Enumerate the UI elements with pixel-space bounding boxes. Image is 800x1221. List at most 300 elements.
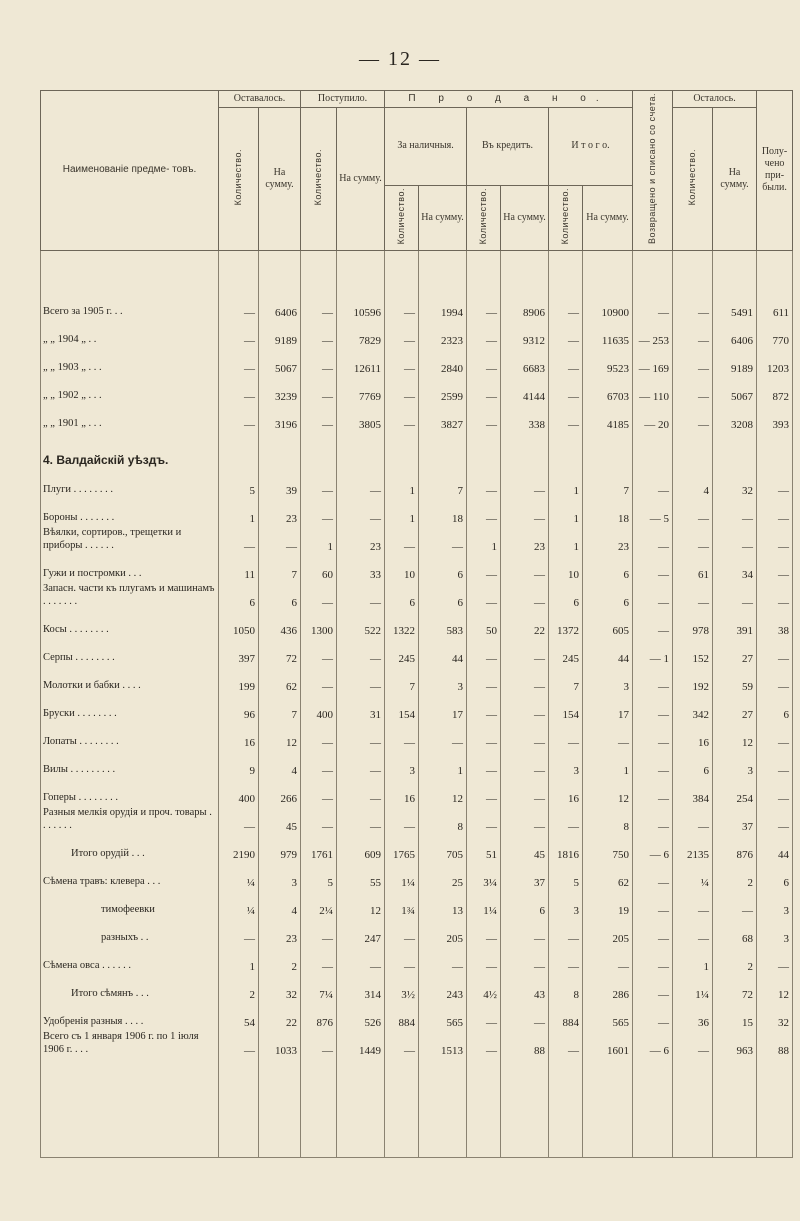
table-cell: — [467,403,501,431]
table-cell: 12 [259,721,301,749]
table-cell: — [501,721,549,749]
row-name: Гужи и постромки . . . [41,553,219,581]
table-cell: 3 [549,749,583,777]
table-cell: 16 [385,777,419,805]
table-cell [583,431,633,469]
table-cell: — [673,497,713,525]
table-cell: — [501,637,549,665]
table-cell: 6683 [501,347,549,375]
table-cell: 3 [259,861,301,889]
header-qty: Количество. [219,108,259,251]
table-cell: 22 [501,609,549,637]
table-cell: — [633,553,673,581]
table-cell: — [301,917,337,945]
table-cell: — [385,319,419,347]
header-name: Наименованіе предме- товъ. [41,91,219,251]
header-sold: П р о д а н о. [385,91,633,108]
table-cell: — [673,805,713,833]
table-cell: — [549,917,583,945]
table-cell: 34 [713,553,757,581]
table-cell: — [633,749,673,777]
table-row [41,525,793,553]
header-sum: На сумму. [419,185,467,250]
table-cell: 6 [549,581,583,609]
table-cell: 3 [583,665,633,693]
table-cell: 72 [713,973,757,1001]
table-cell: 9 [219,749,259,777]
header-sum: На сумму. [337,108,385,251]
table-cell: 3 [713,749,757,777]
table-cell: 4 [673,469,713,497]
table-cell: 19 [583,889,633,917]
table-cell: — [549,805,583,833]
header-qty: Количество. [301,108,337,251]
row-name: Молотки и бабки . . . . [41,665,219,693]
table-cell: — [301,291,337,319]
table-cell: 44 [583,637,633,665]
table-cell: 1994 [419,291,467,319]
table-cell: — 110 [633,375,673,403]
table-cell: — [757,497,793,525]
table-cell: — [301,375,337,403]
table-cell: — [385,375,419,403]
table-cell: 44 [419,637,467,665]
table-cell: 1513 [419,1029,467,1057]
table-cell: 9189 [259,319,301,347]
table-cell: — [633,665,673,693]
table-row [41,469,793,497]
table-cell: — [583,721,633,749]
table-cell: — [501,917,549,945]
table-cell: 25 [419,861,467,889]
row-name: „ „ 1904 „ . . [41,319,219,347]
table-cell: — [301,805,337,833]
table-cell: 13 [419,889,467,917]
table-cell: 8 [549,973,583,1001]
table-cell: 18 [419,497,467,525]
table-cell: 16 [673,721,713,749]
table-row [41,973,793,1001]
table-cell: — [757,525,793,553]
table-cell: 6 [259,581,301,609]
row-name: Бороны . . . . . . . [41,497,219,525]
ledger-header [41,91,793,251]
table-cell: 2 [713,861,757,889]
table-cell: 3¼ [467,861,501,889]
table-row [41,693,793,721]
table-cell: 1 [549,469,583,497]
table-cell: 192 [673,665,713,693]
table-cell: — [467,917,501,945]
table-cell: 205 [419,917,467,945]
table-cell: — [633,721,673,749]
table-cell: 23 [501,525,549,553]
table-cell: — [501,945,549,973]
table-cell: 6 [385,581,419,609]
table-cell: — [549,347,583,375]
table-cell: — 6 [633,833,673,861]
table-cell: — [467,291,501,319]
table-cell: 10 [549,553,583,581]
table-cell: 12 [337,889,385,917]
table-cell: 38 [757,609,793,637]
table-cell: 3 [757,917,793,945]
table-cell: 705 [419,833,467,861]
table-cell: — [419,721,467,749]
table-cell: — [501,1001,549,1029]
table-cell: 10900 [583,291,633,319]
table-cell: — [633,291,673,319]
table-cell: — [757,469,793,497]
table-row [41,777,793,805]
table-cell: 18 [583,497,633,525]
table-cell: 609 [337,833,385,861]
section-heading-row [41,431,793,469]
row-name: Косы . . . . . . . . [41,609,219,637]
table-cell: 12 [713,721,757,749]
table-cell: 11635 [583,319,633,347]
page-number: — 12 — [359,48,441,70]
table-row [41,553,793,581]
table-cell: — [467,693,501,721]
table-cell: 583 [419,609,467,637]
table-row [41,945,793,973]
table-cell: — [633,777,673,805]
table-cell: — [757,805,793,833]
table-cell: — [219,1029,259,1057]
table-cell: — [673,347,713,375]
table-cell: — [419,945,467,973]
table-cell: 1300 [301,609,337,637]
table-cell: 33 [337,553,385,581]
table-cell: — [757,637,793,665]
row-name: Разныя мелкія орудія и проч. товары . . . . . . . [41,805,219,833]
table-cell: 1¾ [385,889,419,917]
header-returned: Возвращено и списано со счета. [633,91,673,251]
table-cell: — [337,497,385,525]
table-cell: — [673,581,713,609]
table-cell: — [301,777,337,805]
table-cell: 23 [583,525,633,553]
table-cell: — [713,581,757,609]
table-cell: — [301,749,337,777]
header-remained: Оставалось. [219,91,301,108]
table-cell: 884 [549,1001,583,1029]
table-cell: — [467,1001,501,1029]
table-row [41,347,793,375]
row-name: Сѣмена овса . . . . . . [41,945,219,973]
table-cell: 400 [301,693,337,721]
table-cell: — [501,553,549,581]
table-cell: — [301,403,337,431]
table-cell: 17 [583,693,633,721]
table-cell: — [501,497,549,525]
table-cell: 199 [219,665,259,693]
table-cell: — [633,693,673,721]
table-cell: — [549,319,583,347]
table-cell: — [301,1029,337,1057]
table-cell: 1¼ [467,889,501,917]
table-cell: — [633,973,673,1001]
table-cell: — [467,553,501,581]
row-name: Вилы . . . . . . . . . [41,749,219,777]
row-name: Запасн. части къ плугамъ и машинамъ . . . . . . . [41,581,219,609]
table-cell: — [633,469,673,497]
table-cell: 245 [385,637,419,665]
table-cell: 3196 [259,403,301,431]
table-cell: 32 [259,973,301,1001]
table-cell: 7 [419,469,467,497]
table-cell: 59 [713,665,757,693]
table-cell: — [549,375,583,403]
table-cell: — [757,581,793,609]
table-cell: 1 [673,945,713,973]
table-cell: — [337,721,385,749]
table-cell: — [301,665,337,693]
table-cell [673,431,713,469]
table-cell: 60 [301,553,337,581]
table-cell: — [337,945,385,973]
table-cell: 154 [385,693,419,721]
table-cell: — [467,581,501,609]
table-cell: 6 [757,861,793,889]
table-cell: — [757,777,793,805]
table-cell: 1 [419,749,467,777]
table-cell: — [419,525,467,553]
row-name: Плуги . . . . . . . . [41,469,219,497]
row-name: Всего съ 1 января 1906 г. по 1 іюля 1906 г. . . . [41,1029,219,1057]
table-cell: — [337,637,385,665]
table-cell: — [713,889,757,917]
table-cell: 3 [419,665,467,693]
header-sum: На сумму. [259,108,301,251]
table-cell: 254 [713,777,757,805]
table-cell: 6 [583,553,633,581]
table-cell: 12611 [337,347,385,375]
row-name: Итого орудій . . . [41,833,219,861]
table-cell: — [501,777,549,805]
table-cell: 5 [549,861,583,889]
table-cell: — 5 [633,497,673,525]
table-row [41,1001,793,1029]
table-cell: 7829 [337,319,385,347]
table-cell: 872 [757,375,793,403]
table-cell: 7 [385,665,419,693]
table-cell: — 169 [633,347,673,375]
row-name: Бруски . . . . . . . . [41,693,219,721]
table-cell: 2323 [419,319,467,347]
table-cell: 2840 [419,347,467,375]
row-name: „ „ 1902 „ . . . [41,375,219,403]
table-cell: 4 [259,889,301,917]
table-cell: 963 [713,1029,757,1057]
table-cell: — [633,889,673,917]
table-cell: 16 [549,777,583,805]
header-qty: Количество. [549,185,583,250]
table-cell: — [501,581,549,609]
table-cell: 1 [301,525,337,553]
table-cell: — [219,917,259,945]
table-cell: 54 [219,1001,259,1029]
table-cell: — [757,553,793,581]
table-cell: 243 [419,973,467,1001]
table-cell: 565 [583,1001,633,1029]
row-name: 4. Валдайскій уѣздъ. [41,431,219,469]
table-cell: — 253 [633,319,673,347]
table-cell: 88 [501,1029,549,1057]
table-cell: 88 [757,1029,793,1057]
table-cell [385,431,419,469]
table-cell: 36 [673,1001,713,1029]
table-cell [549,431,583,469]
bottom-spacer-row [41,1057,793,1158]
table-cell: 10596 [337,291,385,319]
header-for-cash: За наличныя. [385,108,467,186]
table-cell: — [467,945,501,973]
table-cell: — [501,693,549,721]
table-cell: 6 [219,581,259,609]
table-cell: 7 [259,553,301,581]
table-cell: 245 [549,637,583,665]
table-cell: 23 [259,917,301,945]
table-cell: 6 [419,581,467,609]
table-cell: 286 [583,973,633,1001]
table-cell: — [337,777,385,805]
table-cell: — [467,777,501,805]
table-cell: 27 [713,693,757,721]
table-cell: — [467,375,501,403]
table-cell: — [219,291,259,319]
table-cell: — [633,525,673,553]
table-cell: 27 [713,637,757,665]
table-cell: — [757,721,793,749]
table-cell: — [467,347,501,375]
table-cell: — [633,1001,673,1029]
header-got: Полу- чено при- были. [757,91,793,251]
table-cell: 1 [549,497,583,525]
header-qty: Количество. [673,108,713,251]
table-cell: 1¼ [385,861,419,889]
table-cell [259,431,301,469]
table-cell: — [219,375,259,403]
table-cell: 9523 [583,347,633,375]
table-cell: — [385,525,419,553]
table-cell: 31 [337,693,385,721]
table-cell: — [337,665,385,693]
row-name: Серпы . . . . . . . . [41,637,219,665]
table-cell: 12 [583,777,633,805]
table-cell: 55 [337,861,385,889]
table-cell: 4 [259,749,301,777]
table-cell: 876 [713,833,757,861]
table-cell: 2599 [419,375,467,403]
table-cell: 1¼ [673,973,713,1001]
table-cell: — [301,637,337,665]
table-cell: 400 [219,777,259,805]
table-cell [501,431,549,469]
table-cell: 1816 [549,833,583,861]
row-name: тимофеевки [41,889,219,917]
table-row [41,665,793,693]
table-cell: — 20 [633,403,673,431]
table-cell: — [337,469,385,497]
header-qty: Количество. [467,185,501,250]
table-cell: 4½ [467,973,501,1001]
table-cell: 7 [549,665,583,693]
spacer-row [41,250,793,291]
table-cell: 15 [713,1001,757,1029]
table-cell: 11 [219,553,259,581]
table-cell: 3 [757,889,793,917]
row-name: Лопаты . . . . . . . . [41,721,219,749]
table-cell: 6 [583,581,633,609]
table-row [41,1029,793,1057]
table-cell: 7¼ [301,973,337,1001]
ledger-body [41,250,793,1157]
table-cell: 9312 [501,319,549,347]
table-cell: — [549,1029,583,1057]
table-cell [337,431,385,469]
table-cell: 978 [673,609,713,637]
table-cell: 39 [259,469,301,497]
table-cell: — [301,469,337,497]
table-cell: — 1 [633,637,673,665]
table-cell: — [385,917,419,945]
table-cell: 2 [259,945,301,973]
table-cell: — [673,917,713,945]
table-cell: 1 [467,525,501,553]
table-cell [467,431,501,469]
table-cell: — [633,581,673,609]
table-cell: 152 [673,637,713,665]
table-cell: 4185 [583,403,633,431]
table-cell: 8 [583,805,633,833]
table-cell: — [501,749,549,777]
table-cell: 1372 [549,609,583,637]
table-cell: — [673,291,713,319]
table-cell: 44 [757,833,793,861]
table-cell: — [467,319,501,347]
table-cell: — [757,749,793,777]
table-cell: 62 [259,665,301,693]
table-cell: — [467,805,501,833]
table-cell: 1 [219,945,259,973]
table-cell: 37 [713,805,757,833]
table-cell: — [219,403,259,431]
table-cell: 1765 [385,833,419,861]
table-cell: 1322 [385,609,419,637]
table-cell: — [633,861,673,889]
table-cell: 4144 [501,375,549,403]
row-name: „ „ 1903 „ . . . [41,347,219,375]
table-cell [757,431,793,469]
table-cell: 5067 [713,375,757,403]
table-cell: 611 [757,291,793,319]
table-cell: 6406 [259,291,301,319]
row-name: Удобренія разныя . . . . [41,1001,219,1029]
table-cell: — [673,319,713,347]
table-cell: — [259,525,301,553]
table-cell [419,431,467,469]
table-cell: 1203 [757,347,793,375]
table-cell: 8 [419,805,467,833]
table-cell: 16 [219,721,259,749]
table-cell: — [337,805,385,833]
table-cell: — [301,581,337,609]
table-cell: 17 [419,693,467,721]
table-cell: 384 [673,777,713,805]
table-cell: — [219,319,259,347]
